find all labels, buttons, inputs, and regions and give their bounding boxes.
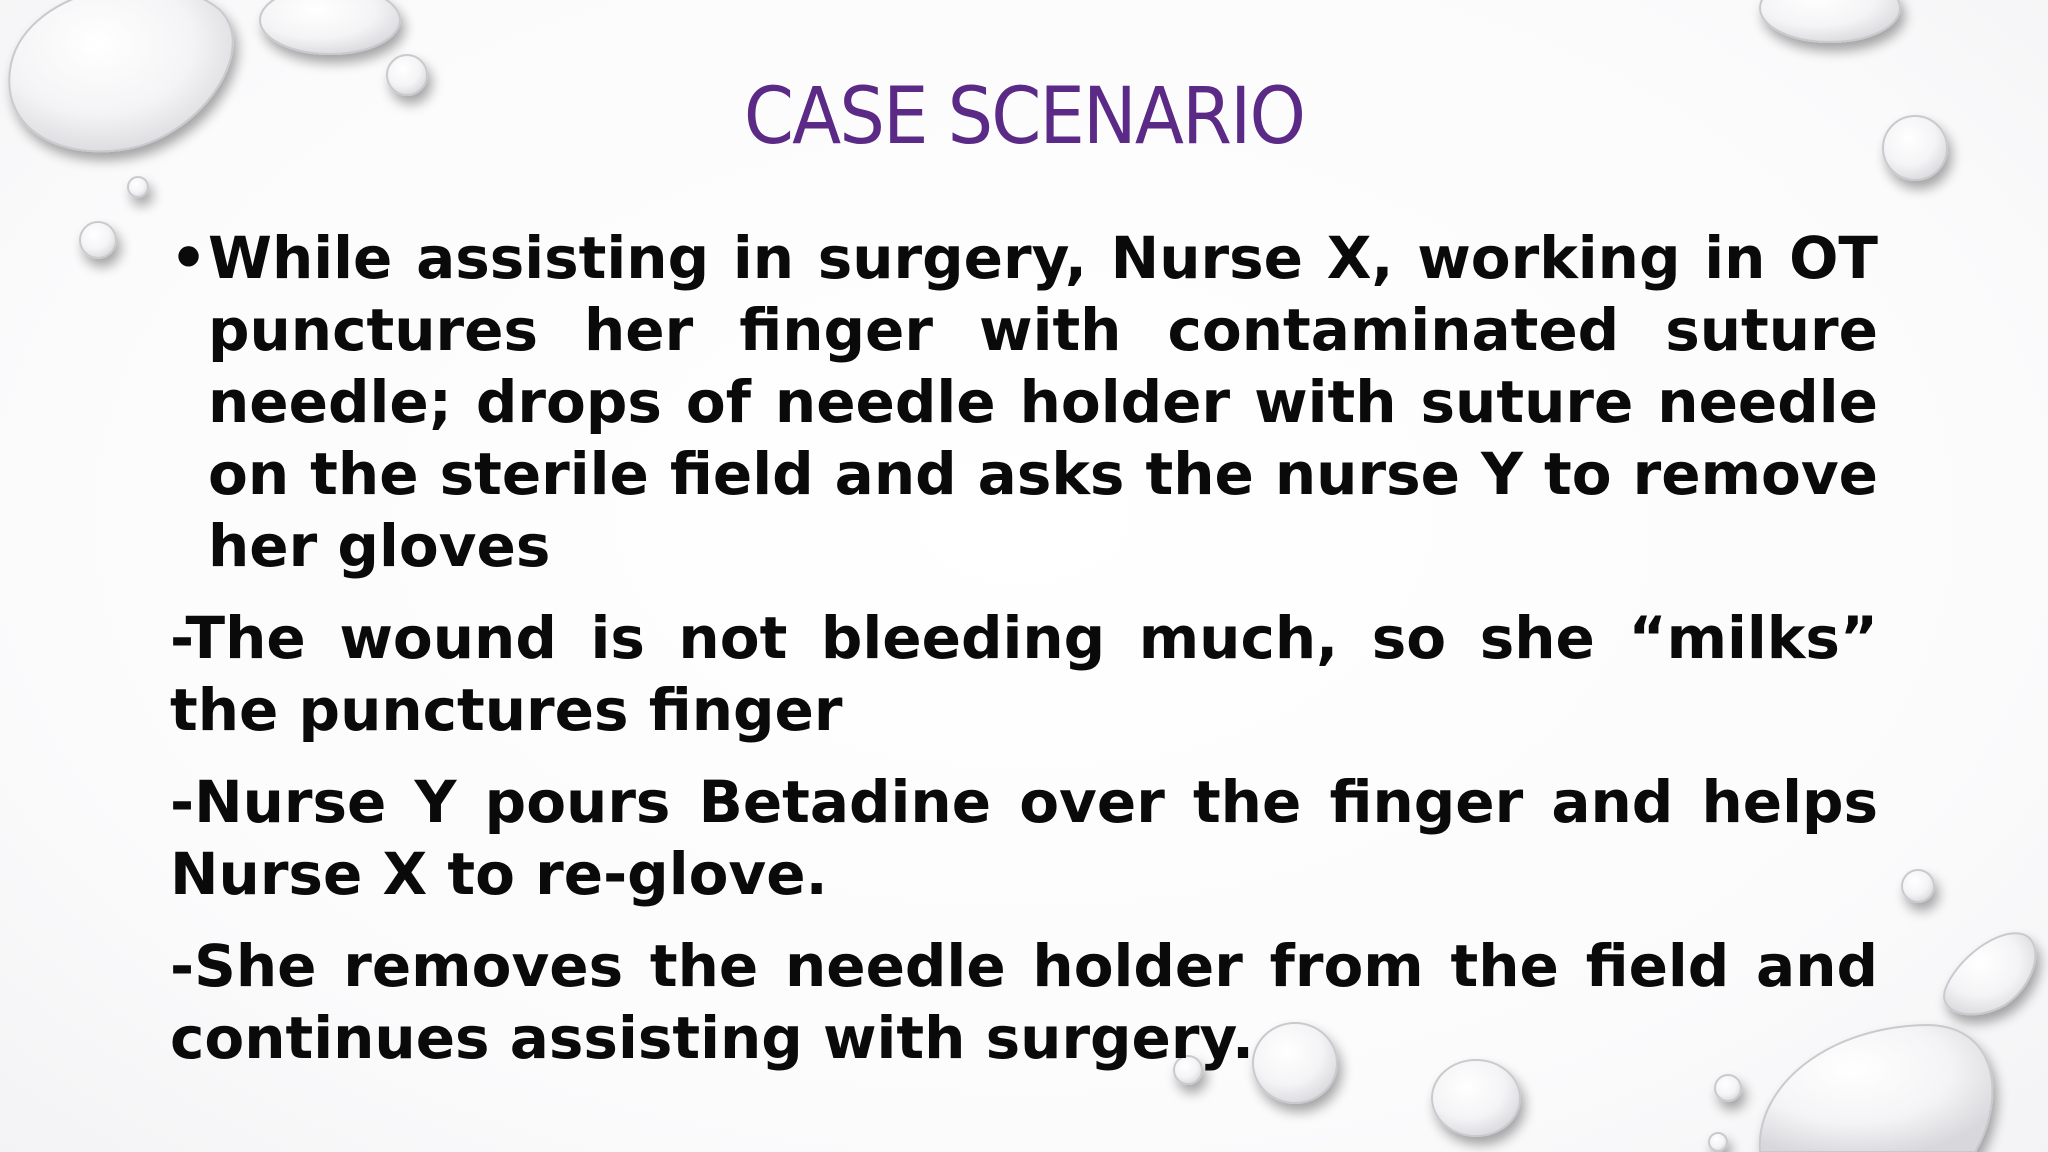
paragraph-wound: -The wound is not bleeding much, so she “milks” the punctures finger [170, 604, 1878, 744]
bullet-item [170, 222, 1878, 582]
paragraph-needle-holder: -She removes the needle holder from the field and continues assisting with surgery. [170, 932, 1878, 1072]
slide-body [170, 222, 1878, 1094]
bullet-dot: • [170, 224, 208, 292]
bullet-text: While assisting in surgery, Nurse X, working in OT punctures her finger with contaminated suture needle; drops of needle holder with suture needle on the sterile field and asks the nurse Y to remove her gloves [208, 224, 1878, 580]
paragraph-betadine: -Nurse Y pours Betadine over the finger and helps Nurse X to re-glove. [170, 768, 1878, 908]
slide-title: CASE SCENARIO [743, 72, 1305, 162]
